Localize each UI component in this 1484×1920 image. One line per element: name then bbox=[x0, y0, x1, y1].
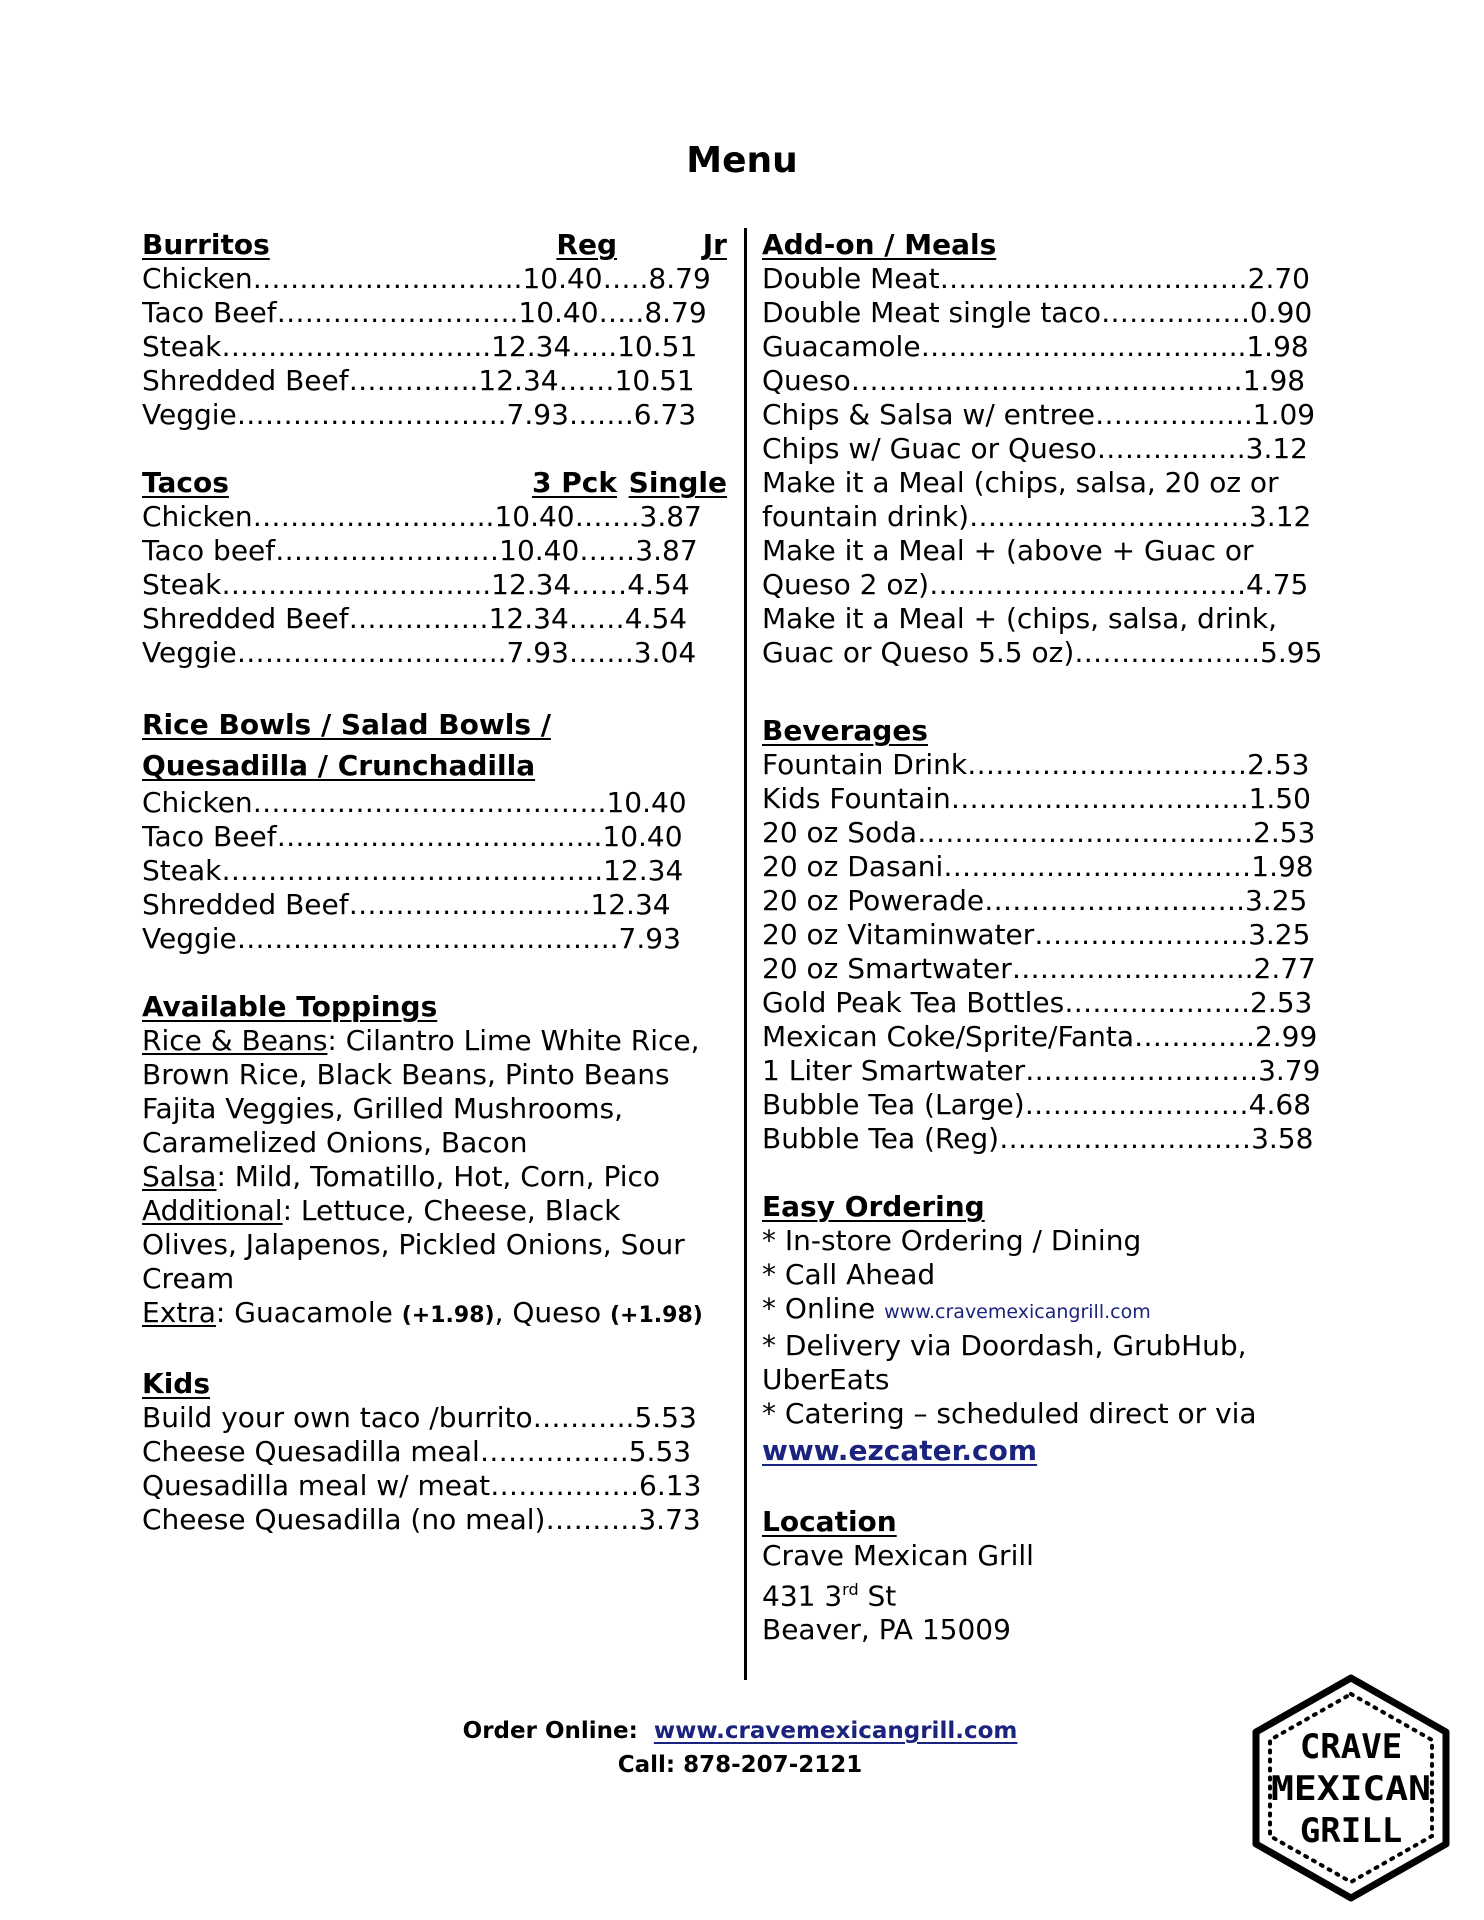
kids-section bbox=[142, 1367, 727, 1537]
street-name: St bbox=[858, 1579, 897, 1613]
toppings-line: Cream bbox=[142, 1262, 235, 1295]
left-column bbox=[142, 228, 727, 1571]
tacos-heading: Tacos bbox=[142, 466, 229, 499]
menu-item: Mexican Coke/Sprite/Fanta………….2.99 bbox=[762, 1020, 1318, 1053]
addons-heading: Add-on / Meals bbox=[762, 228, 997, 261]
menu-item: 20 oz Dasani……………………………1.98 bbox=[762, 850, 1314, 883]
menu-item: Fountain Drink…………………………2.53 bbox=[762, 748, 1310, 781]
footer bbox=[380, 1714, 1100, 1782]
menu-item: 20 oz Smartwater……………………..2.77 bbox=[762, 952, 1316, 985]
ordering-online-url[interactable]: www.cravemexicangrill.com bbox=[884, 1301, 1151, 1323]
location-name: Crave Mexican Grill bbox=[762, 1539, 1034, 1572]
ezcater-link[interactable]: www.ezcater.com bbox=[762, 1434, 1038, 1467]
toppings-heading: Available Toppings bbox=[142, 990, 438, 1023]
menu-item: Taco beef……………………10.40……3.87 bbox=[142, 534, 698, 567]
menu-item: Chips w/ Guac or Queso…………….3.12 bbox=[762, 432, 1308, 465]
tacos-col-single: Single bbox=[628, 466, 727, 499]
footer-order-line bbox=[380, 1714, 1100, 1748]
menu-item: Veggie………………………..7.93…….6.73 bbox=[142, 398, 697, 431]
burritos-header bbox=[142, 228, 727, 262]
ordering-instore: * In-store Ordering / Dining bbox=[762, 1224, 1142, 1257]
menu-item: Double Meat……………………………2.70 bbox=[762, 262, 1310, 295]
toppings-section bbox=[142, 990, 727, 1333]
burritos-col-jr: Jr bbox=[702, 228, 727, 261]
menu-item: fountain drink)…………………………3.12 bbox=[762, 500, 1312, 533]
menu-item: Shredded Beef……………12.34……4.54 bbox=[142, 602, 688, 635]
menu-item: Veggie…………………………………..7.93 bbox=[142, 922, 681, 955]
menu-item: Cheese Quesadilla (no meal)……….3.73 bbox=[142, 1503, 701, 1536]
ordering-header bbox=[762, 1190, 1362, 1224]
menu-item: Cheese Quesadilla meal…………….5.53 bbox=[142, 1435, 692, 1468]
footer-call: Call: 878-207-2121 bbox=[617, 1752, 863, 1778]
burritos-section bbox=[142, 228, 727, 432]
menu-item: Guac or Queso 5.5 oz)………………..5.95 bbox=[762, 636, 1323, 669]
menu-item: Chicken………………………………..10.40 bbox=[142, 786, 687, 819]
rice-beans-label: Rice & Beans bbox=[142, 1024, 328, 1057]
menu-item: Kids Fountain…………………………..1.50 bbox=[762, 782, 1311, 815]
right-column bbox=[762, 228, 1362, 1681]
menu-item: Bubble Tea (Reg)………………………3.58 bbox=[762, 1122, 1314, 1155]
tacos-section bbox=[142, 466, 727, 670]
page-title: Menu bbox=[686, 140, 798, 181]
menu-item: 20 oz Vitaminwater…………………..3.25 bbox=[762, 918, 1311, 951]
menu-item: 20 oz Powerade……………………….3.25 bbox=[762, 884, 1308, 917]
toppings-line: Olives, Jalapenos, Pickled Onions, Sour bbox=[142, 1228, 685, 1261]
footer-order-label: Order Online: bbox=[462, 1718, 638, 1744]
extra-queso-price: (+1.98) bbox=[610, 1303, 703, 1328]
rice-beans-text: : Cilantro Lime White Rice, bbox=[327, 1024, 700, 1057]
addons-header bbox=[762, 228, 1362, 262]
column-divider bbox=[744, 228, 747, 1680]
additional-label: Additional bbox=[142, 1194, 283, 1227]
logo-line-3: GRILL bbox=[1299, 1811, 1403, 1851]
logo-line-2: MEXICAN bbox=[1271, 1769, 1431, 1809]
toppings-header bbox=[142, 990, 727, 1024]
location-city: Beaver, PA 15009 bbox=[762, 1613, 1011, 1647]
ordering-delivery-2: UberEats bbox=[762, 1363, 890, 1396]
bowls-heading-1 bbox=[142, 704, 727, 745]
toppings-salsa-line bbox=[142, 1160, 727, 1194]
kids-heading: Kids bbox=[142, 1367, 211, 1400]
ordering-online-text: * Online bbox=[762, 1292, 885, 1325]
ordering-delivery: * Delivery via Doordash, GrubHub, bbox=[762, 1329, 1247, 1362]
menu-item: Shredded Beef……………………..12.34 bbox=[142, 888, 671, 921]
menu-item: Veggie………………………..7.93…….3.04 bbox=[142, 636, 697, 669]
extra-guac-price: (+1.98) bbox=[401, 1303, 495, 1328]
location-header bbox=[762, 1505, 1362, 1539]
addons-section bbox=[762, 228, 1362, 670]
logo-line-1: CRAVE bbox=[1299, 1727, 1403, 1767]
beverages-header bbox=[762, 714, 1362, 748]
kids-header bbox=[142, 1367, 727, 1401]
ordering-online bbox=[762, 1292, 1362, 1329]
footer-order-link[interactable]: www.cravemexicangrill.com bbox=[653, 1718, 1018, 1744]
toppings-line: Fajita Veggies, Grilled Mushrooms, bbox=[142, 1092, 624, 1125]
extra-guac-text: : Guacamole bbox=[215, 1296, 402, 1329]
location-street bbox=[762, 1573, 1362, 1613]
toppings-line: Caramelized Onions, Bacon bbox=[142, 1126, 528, 1159]
menu-item: Double Meat single taco…………….0.90 bbox=[762, 296, 1313, 329]
menu-item: Make it a Meal + (above + Guac or bbox=[762, 534, 1254, 567]
ordering-section bbox=[762, 1190, 1362, 1471]
additional-text: : Lettuce, Cheese, Black bbox=[282, 1194, 621, 1227]
menu-item: 1 Liter Smartwater…………………….3.79 bbox=[762, 1054, 1321, 1087]
menu-item: Steak………………………..12.34……4.54 bbox=[142, 568, 690, 601]
toppings-extra-line bbox=[142, 1296, 727, 1333]
menu-item: Queso……………………………………1.98 bbox=[762, 364, 1306, 397]
toppings-additional-line bbox=[142, 1194, 727, 1228]
tacos-col-3pck: 3 Pck bbox=[532, 466, 617, 499]
salsa-label: Salsa bbox=[142, 1160, 217, 1193]
menu-item: Taco Beef……………………..10.40…..8.79 bbox=[142, 296, 707, 329]
menu-item: Build your own taco /burrito………..5.53 bbox=[142, 1401, 697, 1434]
menu-item: Chicken……………………..10.40…….3.87 bbox=[142, 500, 702, 533]
menu-item: Taco Beef……………………………..10.40 bbox=[142, 820, 683, 853]
bowls-section bbox=[142, 704, 727, 956]
bowls-heading-text-2: Quesadilla / Crunchadilla bbox=[142, 749, 536, 782]
menu-item: Guacamole……………………………..1.98 bbox=[762, 330, 1309, 363]
menu-item: Steak………………………..12.34…..10.51 bbox=[142, 330, 698, 363]
menu-item: Make it a Meal (chips, salsa, 20 oz or bbox=[762, 466, 1279, 499]
street-ordinal: rd bbox=[842, 1580, 859, 1599]
menu-item: Quesadilla meal w/ meat…………….6.13 bbox=[142, 1469, 702, 1502]
salsa-text: : Mild, Tomatillo, Hot, Corn, Pico bbox=[216, 1160, 661, 1193]
street-number: 431 3 bbox=[762, 1579, 843, 1613]
menu-item: Make it a Meal + (chips, salsa, drink, bbox=[762, 602, 1277, 635]
tacos-header bbox=[142, 466, 727, 500]
menu-item: Shredded Beef…………..12.34……10.51 bbox=[142, 364, 695, 397]
menu-item: 20 oz Soda………………………………2.53 bbox=[762, 816, 1316, 849]
burritos-heading: Burritos bbox=[142, 228, 270, 261]
menu-item: Bubble Tea (Large)……………………4.68 bbox=[762, 1088, 1312, 1121]
ordering-call: * Call Ahead bbox=[762, 1258, 936, 1291]
menu-item: Chips & Salsa w/ entree……………..1.09 bbox=[762, 398, 1316, 431]
crave-logo bbox=[1248, 1672, 1454, 1904]
menu-item: Queso 2 oz)…………………………….4.75 bbox=[762, 568, 1309, 601]
extra-label: Extra bbox=[142, 1296, 216, 1329]
menu-item: Gold Peak Tea Bottles………………..2.53 bbox=[762, 986, 1313, 1019]
ordering-catering: * Catering – scheduled direct or via bbox=[762, 1397, 1257, 1430]
beverages-section bbox=[762, 714, 1362, 1156]
extra-queso-text: , Queso bbox=[494, 1296, 610, 1329]
burritos-col-reg: Reg bbox=[556, 228, 617, 261]
toppings-line: Brown Rice, Black Beans, Pinto Beans bbox=[142, 1058, 670, 1091]
ordering-heading: Easy Ordering bbox=[762, 1190, 985, 1223]
menu-item: Chicken………………………..10.40…..8.79 bbox=[142, 262, 711, 295]
beverages-heading: Beverages bbox=[762, 714, 928, 747]
menu-item: Steak…………………………………..12.34 bbox=[142, 854, 684, 887]
ordering-catering-link-line bbox=[762, 1431, 1362, 1471]
bowls-heading-2 bbox=[142, 745, 727, 786]
toppings-rice-line bbox=[142, 1024, 727, 1058]
bowls-heading-text-1: Rice Bowls / Salad Bowls / bbox=[142, 708, 551, 741]
location-section bbox=[762, 1505, 1362, 1647]
location-heading: Location bbox=[762, 1505, 897, 1538]
